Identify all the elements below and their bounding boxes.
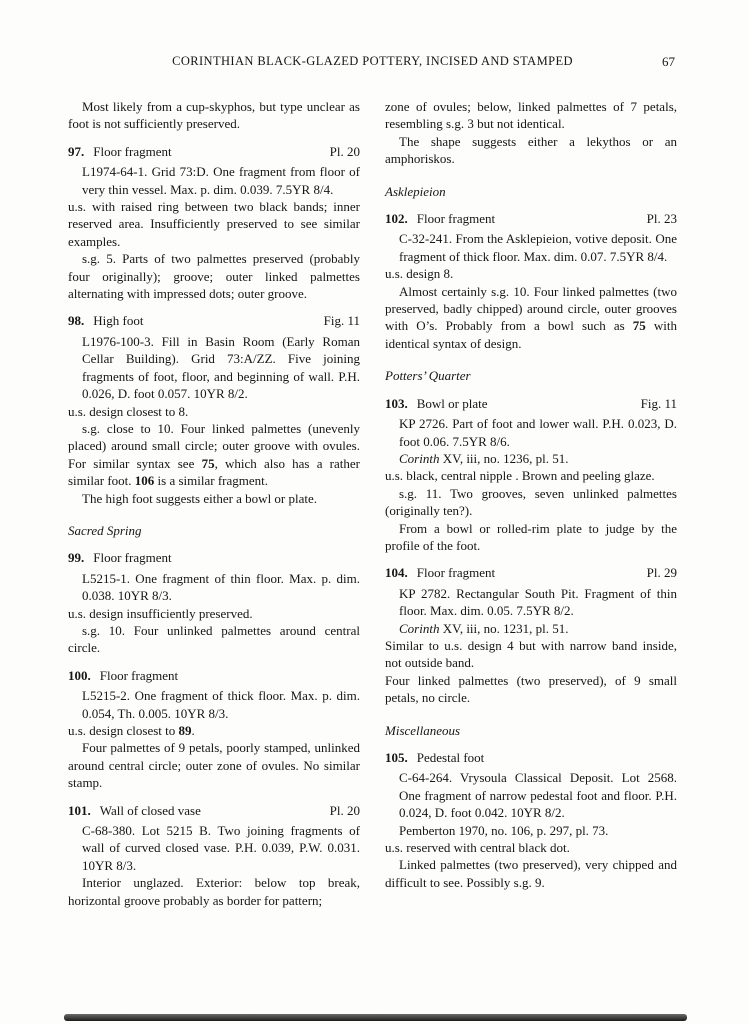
entry-title: Floor fragment	[93, 550, 172, 566]
paragraph: KP 2782. Rectangular South Pit. Fragment of thin floor. Max. dim. 0.05. 7.5YR 8/2.	[399, 585, 677, 619]
entry-title: Bowl or plate	[416, 395, 488, 411]
entry-number: 97.	[68, 143, 85, 159]
entry-heading	[68, 667, 360, 684]
paragraph: u.s. design 8.	[385, 266, 454, 282]
plate-figure-ref: Pl. 29	[646, 565, 677, 581]
entry-number: 104.	[385, 565, 408, 581]
entry-heading	[68, 312, 360, 329]
catalogue-cross-reference: 106	[134, 473, 155, 489]
paragraph: u.s. design insufficiently preserved.	[68, 605, 253, 621]
entry-heading	[385, 564, 677, 581]
paragraph: KP 2726. Part of foot and lower wall. P.H. 0.023, D. foot 0.06. 7.5YR 8/6.	[399, 416, 677, 449]
plate-figure-ref: Pl. 20	[329, 143, 360, 159]
plate-figure-ref: Fig. 11	[640, 395, 677, 411]
paragraph: Interior unglazed. Exterior: below top break, horizontal groove probably as border for pattern;	[68, 875, 360, 908]
entry-title: Floor fragment	[416, 565, 496, 581]
catalogue-cross-reference: 75	[201, 455, 215, 471]
paragraph: u.s. reserved with central black dot.	[385, 840, 570, 856]
entry-number: 100.	[68, 667, 91, 683]
column-right	[385, 98, 677, 909]
entry-title: Pedestal foot	[416, 750, 485, 765]
paragraph: Corinth XV, iii, no. 1236, pl. 51.	[399, 450, 569, 466]
paragraph: C-68-380. Lot 5215 B. Two joining fragments of wall of curved closed vase. P.H. 0.039, P.W. 0.031. 10YR 8/3.	[82, 823, 360, 873]
catalogue-cross-reference: 75	[632, 318, 646, 334]
entry-heading	[385, 395, 677, 412]
paragraph: C-64-264. Vrysoula Classical Deposit. Lot 2568. One fragment of narrow pedestal foot and floor. P.H. 0.024, D. foot 0.042. 10YR 8/2.	[399, 770, 677, 821]
catalogue-cross-reference: 89	[178, 723, 192, 738]
paragraph: u.s. design closest to 8.	[68, 403, 189, 419]
paragraph: L5215-1. One fragment of thin floor. Max. p. dim. 0.038. 10YR 8/3.	[82, 570, 360, 604]
scan-edge-shadow	[64, 1014, 687, 1021]
entry-title: Floor fragment	[93, 143, 172, 159]
paragraph: Four linked palmettes (two preserved), of 9 small petals, no circle.	[385, 672, 677, 706]
paragraph: The high foot suggests either a bowl or plate.	[82, 490, 318, 506]
paragraph: u.s. with raised ring between two black bands; inner reserved area. Insufficiently preserved to see similar examples.	[68, 199, 360, 249]
italic-citation: Corinth	[399, 620, 440, 636]
entry-heading	[68, 549, 360, 566]
paragraph: u.s. design closest to 89.	[68, 723, 195, 738]
entry-number: 105.	[385, 750, 408, 765]
text-columns	[68, 98, 677, 909]
entry-title: Wall of closed vase	[99, 802, 201, 818]
paragraph: L1974-64-1. Grid 73:D. One fragment from floor of very thin vessel. Max. p. dim. 0.039. 7.5YR 8/4.	[82, 164, 360, 197]
paragraph: From a bowl or rolled-rim plate to judge by the profile of the foot.	[385, 520, 677, 553]
entry-number: 101.	[68, 802, 91, 818]
section-heading: Potters’ Quarter	[385, 368, 471, 384]
page-header	[68, 54, 677, 72]
page-number: 67	[662, 54, 675, 69]
entry-heading	[68, 143, 360, 160]
plate-figure-ref: Fig. 11	[323, 313, 360, 329]
paragraph: C-32-241. From the Asklepieion, votive deposit. One fragment of thick floor. Max. dim. 0.07. 7.5YR 8/4.	[399, 231, 677, 264]
paragraph: u.s. black, central nipple . Brown and peeling glaze.	[385, 468, 655, 484]
entry-heading	[68, 802, 360, 819]
entry-title: High foot	[93, 313, 144, 329]
italic-citation: Corinth	[399, 450, 440, 466]
entry-number: 102.	[385, 211, 408, 227]
entry-title: Floor fragment	[99, 667, 179, 683]
paragraph: Linked palmettes (two preserved), very chipped and difficult to see. Possibly s.g. 9.	[385, 857, 677, 890]
section-heading: Asklepieion	[385, 183, 446, 199]
paragraph: Corinth XV, iii, no. 1231, pl. 51.	[399, 620, 569, 636]
paragraph: Similar to u.s. design 4 but with narrow band inside, not outside band.	[385, 637, 677, 671]
paragraph: The shape suggests either a lekythos or an amphoriskos.	[385, 133, 677, 167]
entry-number: 103.	[385, 395, 408, 411]
paragraph: L1976-100-3. Fill in Basin Room (Early Roman Cellar Building). Grid 73:A/ZZ. Five joining fragments of foot, floor, and beginning of wall. P.H. 0.026, D. foot 0.057. 10YR 8/2.	[82, 333, 360, 402]
paragraph: s.g. 10. Four unlinked palmettes around central circle.	[68, 622, 360, 656]
paragraph: L5215-2. One fragment of thick floor. Max. p. dim. 0.054, Th. 0.005. 10YR 8/3.	[82, 688, 360, 721]
entry-title: Floor fragment	[416, 211, 496, 227]
paragraph: Most likely from a cup-skyphos, but type unclear as foot is not sufficiently preserved.	[68, 99, 360, 132]
paragraph: zone of ovules; below, linked palmettes of 7 petals, resembling s.g. 3 but not identical.	[385, 99, 677, 132]
plate-figure-ref: Pl. 20	[329, 802, 360, 818]
section-heading: Miscellaneous	[385, 722, 461, 738]
column-left	[68, 98, 360, 909]
plate-figure-ref: Pl. 23	[646, 211, 677, 227]
entry-number: 98.	[68, 313, 85, 329]
paragraph: Four palmettes of 9 petals, poorly stamped, unlinked around central circle; outer zone of ovules. No similar stamp.	[68, 740, 360, 791]
section-heading: Sacred Spring	[68, 522, 142, 538]
entry-heading	[385, 210, 677, 227]
entry-heading	[385, 749, 677, 766]
paragraph: s.g. 11. Two grooves, seven unlinked palmettes (originally ten?).	[385, 485, 677, 519]
entry-number: 99.	[68, 550, 85, 566]
paragraph: Pemberton 1970, no. 106, p. 297, pl. 73.	[399, 822, 609, 838]
paragraph: s.g. 5. Parts of two palmettes preserved (probably four originally); groove; outer linked palmettes alternating with impressed dots; outer groove.	[68, 251, 360, 302]
running-title: CORINTHIAN BLACK-GLAZED POTTERY, INCISED AND STAMPED	[172, 54, 573, 68]
paragraph: Almost certainly s.g. 10. Four linked palmettes (two preserved, badly chipped) around circle, outer grooves with O’s. Probably from a bowl such as 75 with identical syntax of design.	[385, 283, 677, 351]
paragraph: s.g. close to 10. Four linked palmettes (unevenly placed) around small circle; outer groove with ovules. For similar syntax see 75, which also has a rather similar foot. 106 is a similar fragment.	[68, 420, 360, 489]
